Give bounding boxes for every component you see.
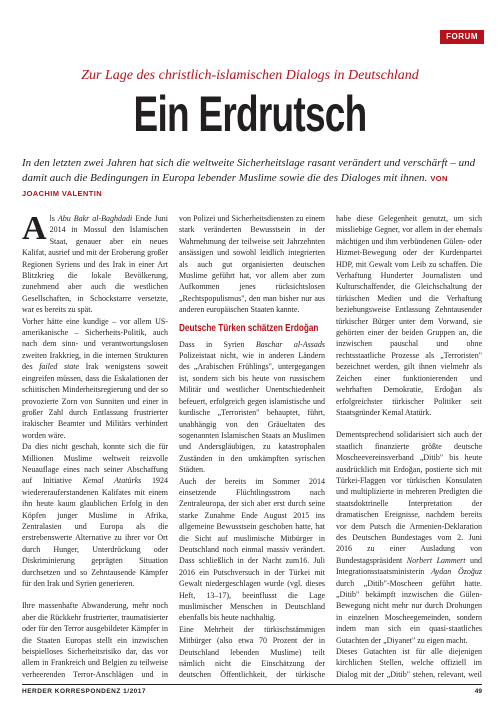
person-name: Aydan Özoğuz — [431, 567, 482, 577]
text-run: durch „Ditib"-Moscheen geführt hatte. „Ditib" bekämpft inzwischen die Gülen-Bewegung nicht mehr nur durch Drohungen in einzelnen Moscheegemeinden, sondern indem man sich ein quasi-staatliches Gutachten der „Diyanet" zu eigen macht. — [336, 578, 482, 645]
footer-rule — [22, 684, 482, 685]
person-name: Baschar al-Assads — [255, 339, 325, 349]
text-run: Da dies nicht geschah, konnte sich die für Millionen Muslime weltweit reizvolle Neuauflage eines nach seiner Abschaffung auf Initiative — [22, 442, 168, 486]
article-body — [22, 213, 482, 681]
section-tag: FORUM — [440, 30, 484, 44]
text-run: Dass in Syrien — [179, 339, 256, 349]
drop-cap: A — [22, 213, 47, 247]
lead-text: In den letzten zwei Jahren hat sich die weltweite Sicherheitslage rasant verändert und verschärft – und damit auch die Bedingungen in Europa lebender Muslime sowie die des Dialoges mit ihnen. — [22, 157, 476, 185]
paragraph — [22, 213, 168, 316]
paragraph — [179, 339, 325, 476]
page-number: 49 — [474, 688, 482, 695]
kicker: Zur Lage des christlich-islamischen Dialogs in Deutschland — [81, 68, 419, 83]
text-run: Vorher hätte eine kundige – vor allem US-amerikanische – Sicherheits-Politik, auch nach dem sinn- und verantwortungslosen zweiten Irakkrieg, in die internen Strukturen des — [22, 316, 168, 372]
paragraph: Auch der bereits im Sommer 2014 einsetzende Flüchtlingsstrom nach Zentraleuropa, der sich aber erst durch seine starke Zunahme Ende August 2015 ins allgemeine Bewusstsein geschoben hatte, hat die Sicht auf muslimische Mitbürger in Deutschland noch einmal massiv verändert. Dass schließlich in der Nacht zum16. Juli 2016 ein Putschversuch in der Türkei mit Gewalt niedergeschlagen wurde (vgl. dieses Heft, 13–17), beeinflusst die Lage muslimischer Menschen in Deutschland ebenfalls bis heute nachhaltig. — [179, 476, 325, 623]
paragraph — [336, 429, 482, 646]
person-name: Kemal Atatürks — [82, 476, 142, 486]
author-byline: VON JOACHIM VALENTIN — [22, 174, 448, 199]
paragraph — [22, 316, 168, 441]
lead-paragraph — [22, 156, 482, 202]
subheading: Deutsche Türken schätzen Erdoğan — [179, 322, 319, 334]
person-name: Abu Bakr al-Baghdadi — [57, 214, 133, 223]
column-2 — [179, 213, 325, 681]
text-run: ls — [49, 214, 58, 223]
text-run: und Integrationsstaatsministerin — [336, 555, 482, 577]
headline: Ein Erdrutsch — [133, 86, 367, 142]
paragraph: habe diese Gelegenheit genutzt, um sich missliebige Gegner, vor allem in der ehemals mächtigen und ihm verbündenen Gülen- oder Hizmet-Bewegung oder der Kurdenpartei HDP, mit Gewalt vom Leib zu schaffen. Die Verhaftung Hunderter Journalisten und Kulturschaffender, die Gleichschaltung der türkischen Medien und die Verhaftung beziehungsweise Entlassung Zehntausender türkischer Bürger unter dem Vorwand, sie gehörten einer der beiden Gruppen an, die inzwischen pauschal und ohne rechtsstaatliche Prozesse als „Terroristen" bezeichnet werden, gilt ihnen vielmehr als Zeichen einer funktionierenden und wehrhaften Demokratie, Erdoğan als erfolgreichster türkischer Politiker seit Staatsgründer Kemal Atatürk. — [336, 214, 482, 417]
text-run: Ende Juni 2014 in Mossul den Islamischen Staat, genauer aber ein neues Kalifat, ausrief und mit der Eroberung großer Regionen Syriens und des Irak in einer Art Blitzkrieg die lokale Bevölkerung, zunehmend aber auch die westlichen Gesellschaften, in Schockstarre versetzte, war es bereits zu spät. — [22, 214, 168, 315]
paragraph — [22, 441, 168, 589]
text-run: Polizeistaat nicht, wie in anderen Ländern des „Arabischen Frühlings", untergegangen ist, sondern sich bis heute von russischem Militär und westlicher Unentschiedenheit befeuert, erfolgreich gegen islamistische und kurdische „Terroristen" behauptet, führt, unabhängig von den Gräueltaten des sogenannten Islamischen Staats an Muslimen und Andersgläubigen, zu katastrophalen Zuständen in den umkämpften syrischen Städten. — [179, 351, 325, 475]
column-3 — [336, 213, 482, 681]
paragraph — [179, 624, 325, 681]
paragraph: von Polizei und Sicherheitsdiensten zu einem stark veränderten Bewusstsein in der Wahrnehmung der teilweise seit Jahrzehnten ansässigen und sowohl leidlich integrierten als auch gut organisierten deutschen Muslime geführt hat, vor allem aber zum Aufkommen jenes rücksichtslosen „Rechtspopulismus", den man bisher nur aus anderen europäischen Staaten kannte. — [179, 214, 325, 315]
paragraph: Ihre massenhafte Abwanderung, mehr noch aber die Rückkehr frustrierter, traumatisierter oder für den Terror ausgebildeter Kämpfer in die Staaten Europas stellt ein inzwischen beispielloses Sicherheitsrisiko dar, das vor allem in Frankreich und Belgien zu teilweise verheerenden Terror-Anschlägen und in — [22, 601, 168, 679]
text-run: Irak wenigstens soweit eingreifen müssen, dass die Eskalationen der schiitischen Minderheitsregierung und der so provozierte Zorn von Sunniten und einer in großer Zahl durch Entlassung frustrierter irakischer Beamter und Militärs verhindert worden wäre. — [22, 362, 168, 440]
emphasis: failed state — [39, 362, 80, 372]
person-name: Norbert Lammert — [406, 555, 466, 565]
text-run: Eine Mehrheit der türkischstämmigen Mitbürger (also etwa 70 Prozent der in Deutschland lebenden Muslime) teilt nämlich nicht die Einschätzung der deutschen Öffentlichkeit, der türkische — [179, 624, 325, 680]
text-run: 1924 wiedererauferstandenen Kalifates mit einem ihn heute kaum glaublichen Erfolg in den Köpfen junger Muslime in Afrika, Zentralasien und Europa als die erstrebenswerte Alternative zu ihrer vor Ort durch Hunger, Unterdrückung oder Diskriminierung geprägten Situation durchsetzen und so Zehntausende Kämpfer für den Irak und Syrien generieren. — [22, 476, 168, 588]
column-1 — [22, 213, 168, 681]
paragraph: Dieses Gutachten ist für alle diejenigen kirchlichen Stellen, welche offiziell im Dialog mit der „Ditib" stehen, relevant, weil — [336, 647, 482, 679]
text-run: Dementsprechend solidarisiert sich auch der staatlich finanzierte größte deutsche Moscheevereinsverband „Ditib" bis heute ausdrücklich mit Erdoğan, postierte sich mit Türkei-Flaggen vor türkischen Konsulaten und multiplizierte in mehreren Predigten die staatsdoktrinelle Interpretation der dramatischen Ereignisse, nachdem bereits vor dem Putsch die Armenien-Deklaration des Deutschen Bundestages vom 2. Juni 2016 zu einer Ausladung von Bundestagspräsident — [336, 430, 482, 565]
footer-publication: HERDER KORRESPONDENZ 1/2017 — [22, 688, 147, 695]
